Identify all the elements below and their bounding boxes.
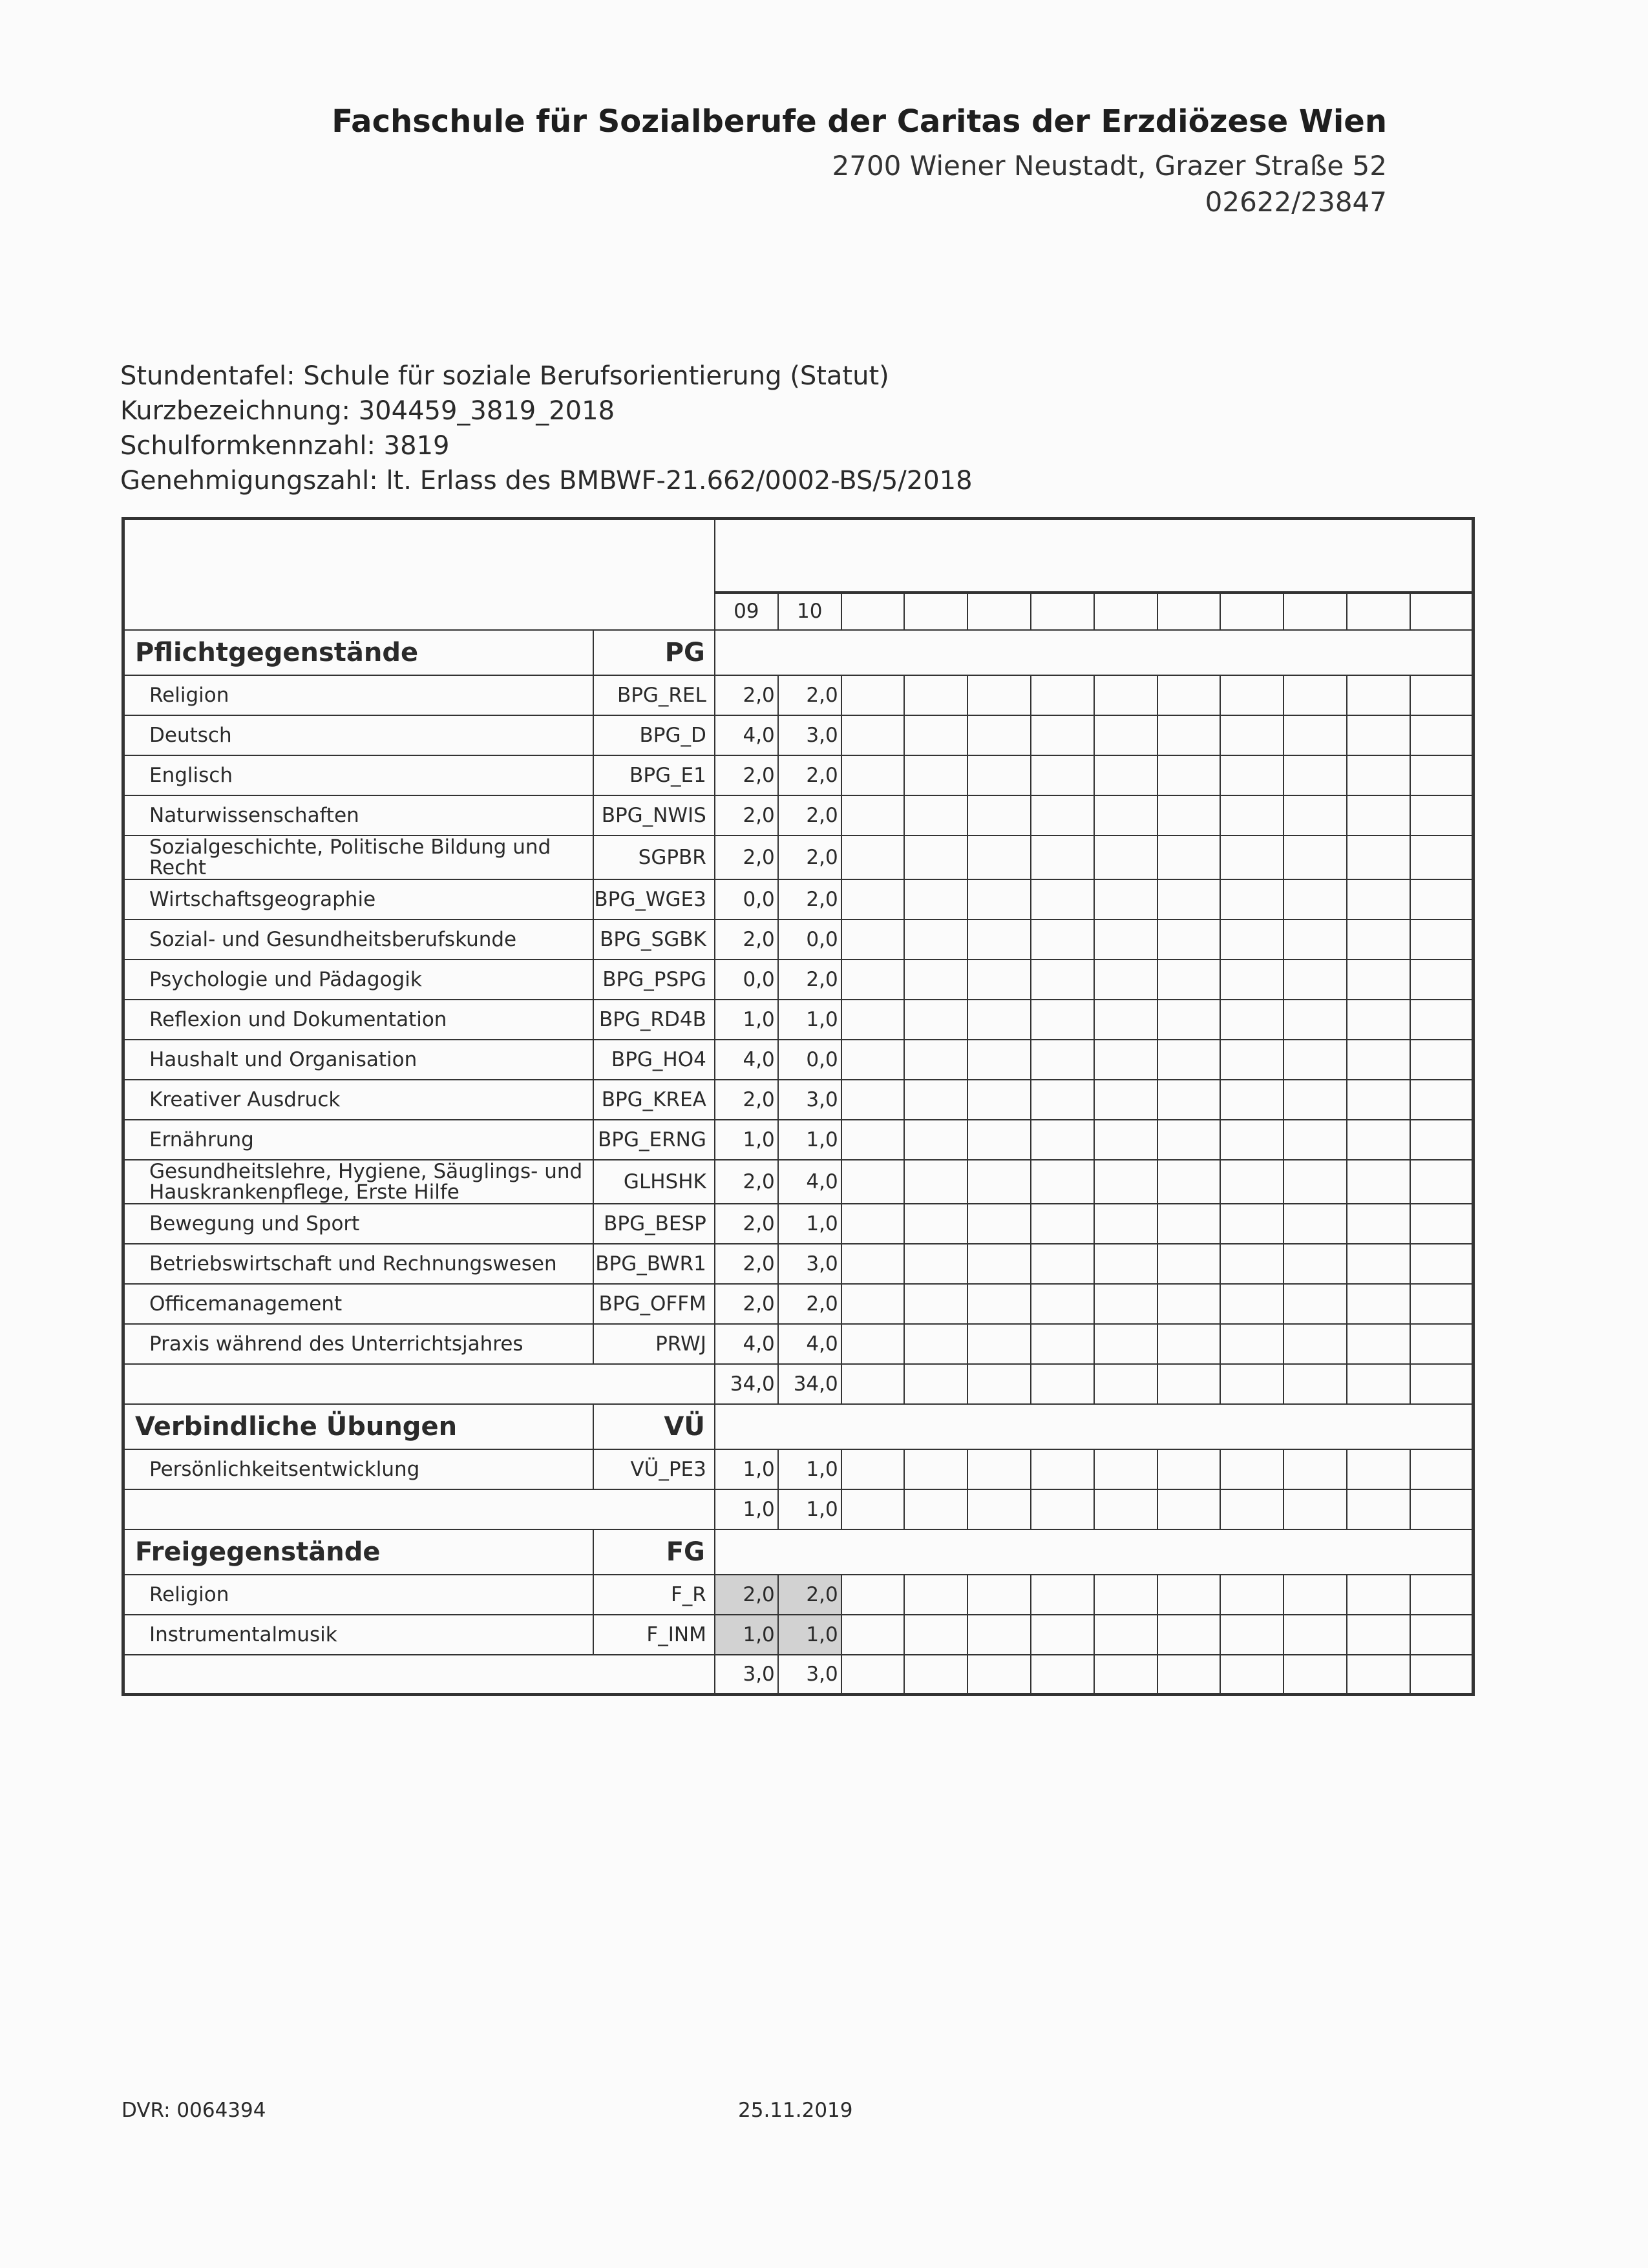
table-row — [123, 835, 1474, 879]
school-name: Fachschule für Sozialberufe der Caritas der Erzdiözese Wien — [332, 103, 1387, 140]
subject-code: BPG_REL — [593, 675, 715, 715]
hours-09: 4,0 — [715, 715, 778, 755]
hours-10: 3,0 — [778, 1244, 841, 1284]
subject-name: Reflexion und Dokumentation — [123, 1000, 593, 1040]
hours-10: 1,0 — [778, 1204, 841, 1244]
subject-code: SGPBR — [593, 835, 715, 879]
hours-10: 2,0 — [778, 960, 841, 1000]
hours-09: 1,0 — [715, 1120, 778, 1160]
table-row — [123, 795, 1474, 835]
hours-09: 2,0 — [715, 795, 778, 835]
subject-name: Kreativer Ausdruck — [123, 1080, 593, 1120]
subject-name: Officemanagement — [123, 1284, 593, 1324]
hours-10: 2,0 — [778, 755, 841, 795]
subject-code: BPG_BWR1 — [593, 1244, 715, 1284]
hours-09: 2,0 — [715, 755, 778, 795]
table-row — [123, 879, 1474, 919]
table-row — [123, 1615, 1474, 1655]
stundentafel-line: Stundentafel: Schule für soziale Berufsorientierung (Statut) — [120, 361, 889, 391]
table-row — [123, 1000, 1474, 1040]
subject-code: GLHSHK — [593, 1160, 715, 1204]
hours-10: 2,0 — [778, 1284, 841, 1324]
section-code: FG — [593, 1529, 715, 1575]
subject-code: BPG_KREA — [593, 1080, 715, 1120]
table-row — [123, 1284, 1474, 1324]
subject-code: F_R — [593, 1575, 715, 1615]
subject-name: Praxis während des Unterrichtsjahres — [123, 1324, 593, 1364]
section-header-freigegenstaende — [123, 1529, 1474, 1575]
hours-10: 2,0 — [778, 1575, 841, 1615]
hours-09: 1,0 — [715, 1449, 778, 1489]
header-blank-cell — [123, 519, 715, 630]
year-label: 09 — [715, 593, 778, 630]
hours-10: 1,0 — [778, 1615, 841, 1655]
table-row — [123, 1449, 1474, 1489]
hours-10: 3,0 — [778, 1080, 841, 1120]
hours-10: 1,0 — [778, 1449, 841, 1489]
subject-name: Instrumentalmusik — [123, 1615, 593, 1655]
total-10: 1,0 — [778, 1489, 841, 1529]
hours-09: 2,0 — [715, 835, 778, 879]
section-code: PG — [593, 630, 715, 675]
hours-10: 1,0 — [778, 1000, 841, 1040]
footer-dvr: DVR: 0064394 — [121, 2099, 266, 2122]
section-title: Freigegenstände — [123, 1529, 593, 1575]
section-header-verbindliche-uebungen — [123, 1404, 1474, 1449]
hours-10: 2,0 — [778, 795, 841, 835]
table-row — [123, 1244, 1474, 1284]
section-total-row — [123, 1364, 1474, 1404]
table-row — [123, 1204, 1474, 1244]
school-address: 2700 Wiener Neustadt, Grazer Straße 52 — [832, 150, 1387, 182]
hours-10: 2,0 — [778, 835, 841, 879]
subject-code: PRWJ — [593, 1324, 715, 1364]
table-row — [123, 1040, 1474, 1080]
section-title: Verbindliche Übungen — [123, 1404, 593, 1449]
section-code: VÜ — [593, 1404, 715, 1449]
table-row — [123, 1160, 1474, 1204]
header-year-band — [715, 519, 1474, 593]
subject-name: Deutsch — [123, 715, 593, 755]
table-row — [123, 1324, 1474, 1364]
subject-code: BPG_RD4B — [593, 1000, 715, 1040]
subject-name: Naturwissenschaften — [123, 795, 593, 835]
hours-09: 2,0 — [715, 1244, 778, 1284]
subject-name: Betriebswirtschaft und Rechnungswesen — [123, 1244, 593, 1284]
hours-09: 4,0 — [715, 1040, 778, 1080]
hours-10: 2,0 — [778, 879, 841, 919]
subject-name: Haushalt und Organisation — [123, 1040, 593, 1080]
hours-09: 2,0 — [715, 1284, 778, 1324]
section-total-row — [123, 1655, 1474, 1695]
section-header-pflichtgegenstaende — [123, 630, 1474, 675]
subject-code: BPG_NWIS — [593, 795, 715, 835]
table-header-top — [123, 519, 1474, 593]
subject-name: Sozial- und Gesundheitsberufskunde — [123, 919, 593, 960]
document-meta — [120, 359, 973, 498]
subject-name: Ernährung — [123, 1120, 593, 1160]
subject-name: Sozialgeschichte, Politische Bildung und Recht — [123, 835, 593, 879]
subject-name: Religion — [123, 1575, 593, 1615]
subject-name: Religion — [123, 675, 593, 715]
subject-code: BPG_E1 — [593, 755, 715, 795]
subject-name: Persönlichkeitsentwicklung — [123, 1449, 593, 1489]
school-phone: 02622/23847 — [1205, 186, 1387, 218]
subject-code: BPG_WGE3 — [593, 879, 715, 919]
subject-name: Psychologie und Pädagogik — [123, 960, 593, 1000]
table-row — [123, 1120, 1474, 1160]
table-row — [123, 755, 1474, 795]
kurzbezeichnung-line: Kurzbezeichnung: 304459_3819_2018 — [120, 396, 615, 426]
subject-code: F_INM — [593, 1615, 715, 1655]
subject-name: Wirtschaftsgeographie — [123, 879, 593, 919]
hours-10: 4,0 — [778, 1160, 841, 1204]
footer-date: 25.11.2019 — [738, 2099, 853, 2122]
subject-code: BPG_OFFM — [593, 1284, 715, 1324]
hours-09: 4,0 — [715, 1324, 778, 1364]
hours-10: 3,0 — [778, 715, 841, 755]
subject-code: BPG_D — [593, 715, 715, 755]
year-label: 10 — [778, 593, 841, 630]
genehmigungszahl-line: Genehmigungszahl: lt. Erlass des BMBWF-21.662/0002-BS/5/2018 — [120, 466, 973, 496]
subject-code: BPG_BESP — [593, 1204, 715, 1244]
hours-09: 2,0 — [715, 1160, 778, 1204]
total-10: 34,0 — [778, 1364, 841, 1404]
subject-name: Bewegung und Sport — [123, 1204, 593, 1244]
hours-09: 1,0 — [715, 1000, 778, 1040]
subject-name: Gesundheitslehre, Hygiene, Säuglings- und Hauskrankenpflege, Erste Hilfe — [123, 1160, 593, 1204]
hours-09: 2,0 — [715, 1204, 778, 1244]
table-row — [123, 960, 1474, 1000]
table-row — [123, 675, 1474, 715]
hours-10: 4,0 — [778, 1324, 841, 1364]
hours-10: 0,0 — [778, 1040, 841, 1080]
subject-code: VÜ_PE3 — [593, 1449, 715, 1489]
subject-code: BPG_SGBK — [593, 919, 715, 960]
subject-code: BPG_ERNG — [593, 1120, 715, 1160]
total-09: 1,0 — [715, 1489, 778, 1529]
section-title: Pflichtgegenstände — [123, 630, 593, 675]
hours-09: 2,0 — [715, 1575, 778, 1615]
total-09: 34,0 — [715, 1364, 778, 1404]
hours-09: 2,0 — [715, 675, 778, 715]
stundentafel-table — [121, 517, 1475, 1696]
hours-09: 1,0 — [715, 1615, 778, 1655]
hours-09: 2,0 — [715, 919, 778, 960]
total-10: 3,0 — [778, 1655, 841, 1695]
subject-code: BPG_HO4 — [593, 1040, 715, 1080]
total-09: 3,0 — [715, 1655, 778, 1695]
section-total-row — [123, 1489, 1474, 1529]
hours-09: 2,0 — [715, 1080, 778, 1120]
hours-10: 2,0 — [778, 675, 841, 715]
subject-name: Englisch — [123, 755, 593, 795]
table-row — [123, 919, 1474, 960]
hours-09: 0,0 — [715, 879, 778, 919]
hours-09: 0,0 — [715, 960, 778, 1000]
table-row — [123, 1575, 1474, 1615]
hours-10: 0,0 — [778, 919, 841, 960]
table-row — [123, 715, 1474, 755]
table-row — [123, 1080, 1474, 1120]
hours-10: 1,0 — [778, 1120, 841, 1160]
schulformkennzahl-line: Schulformkennzahl: 3819 — [120, 431, 450, 461]
subject-code: BPG_PSPG — [593, 960, 715, 1000]
